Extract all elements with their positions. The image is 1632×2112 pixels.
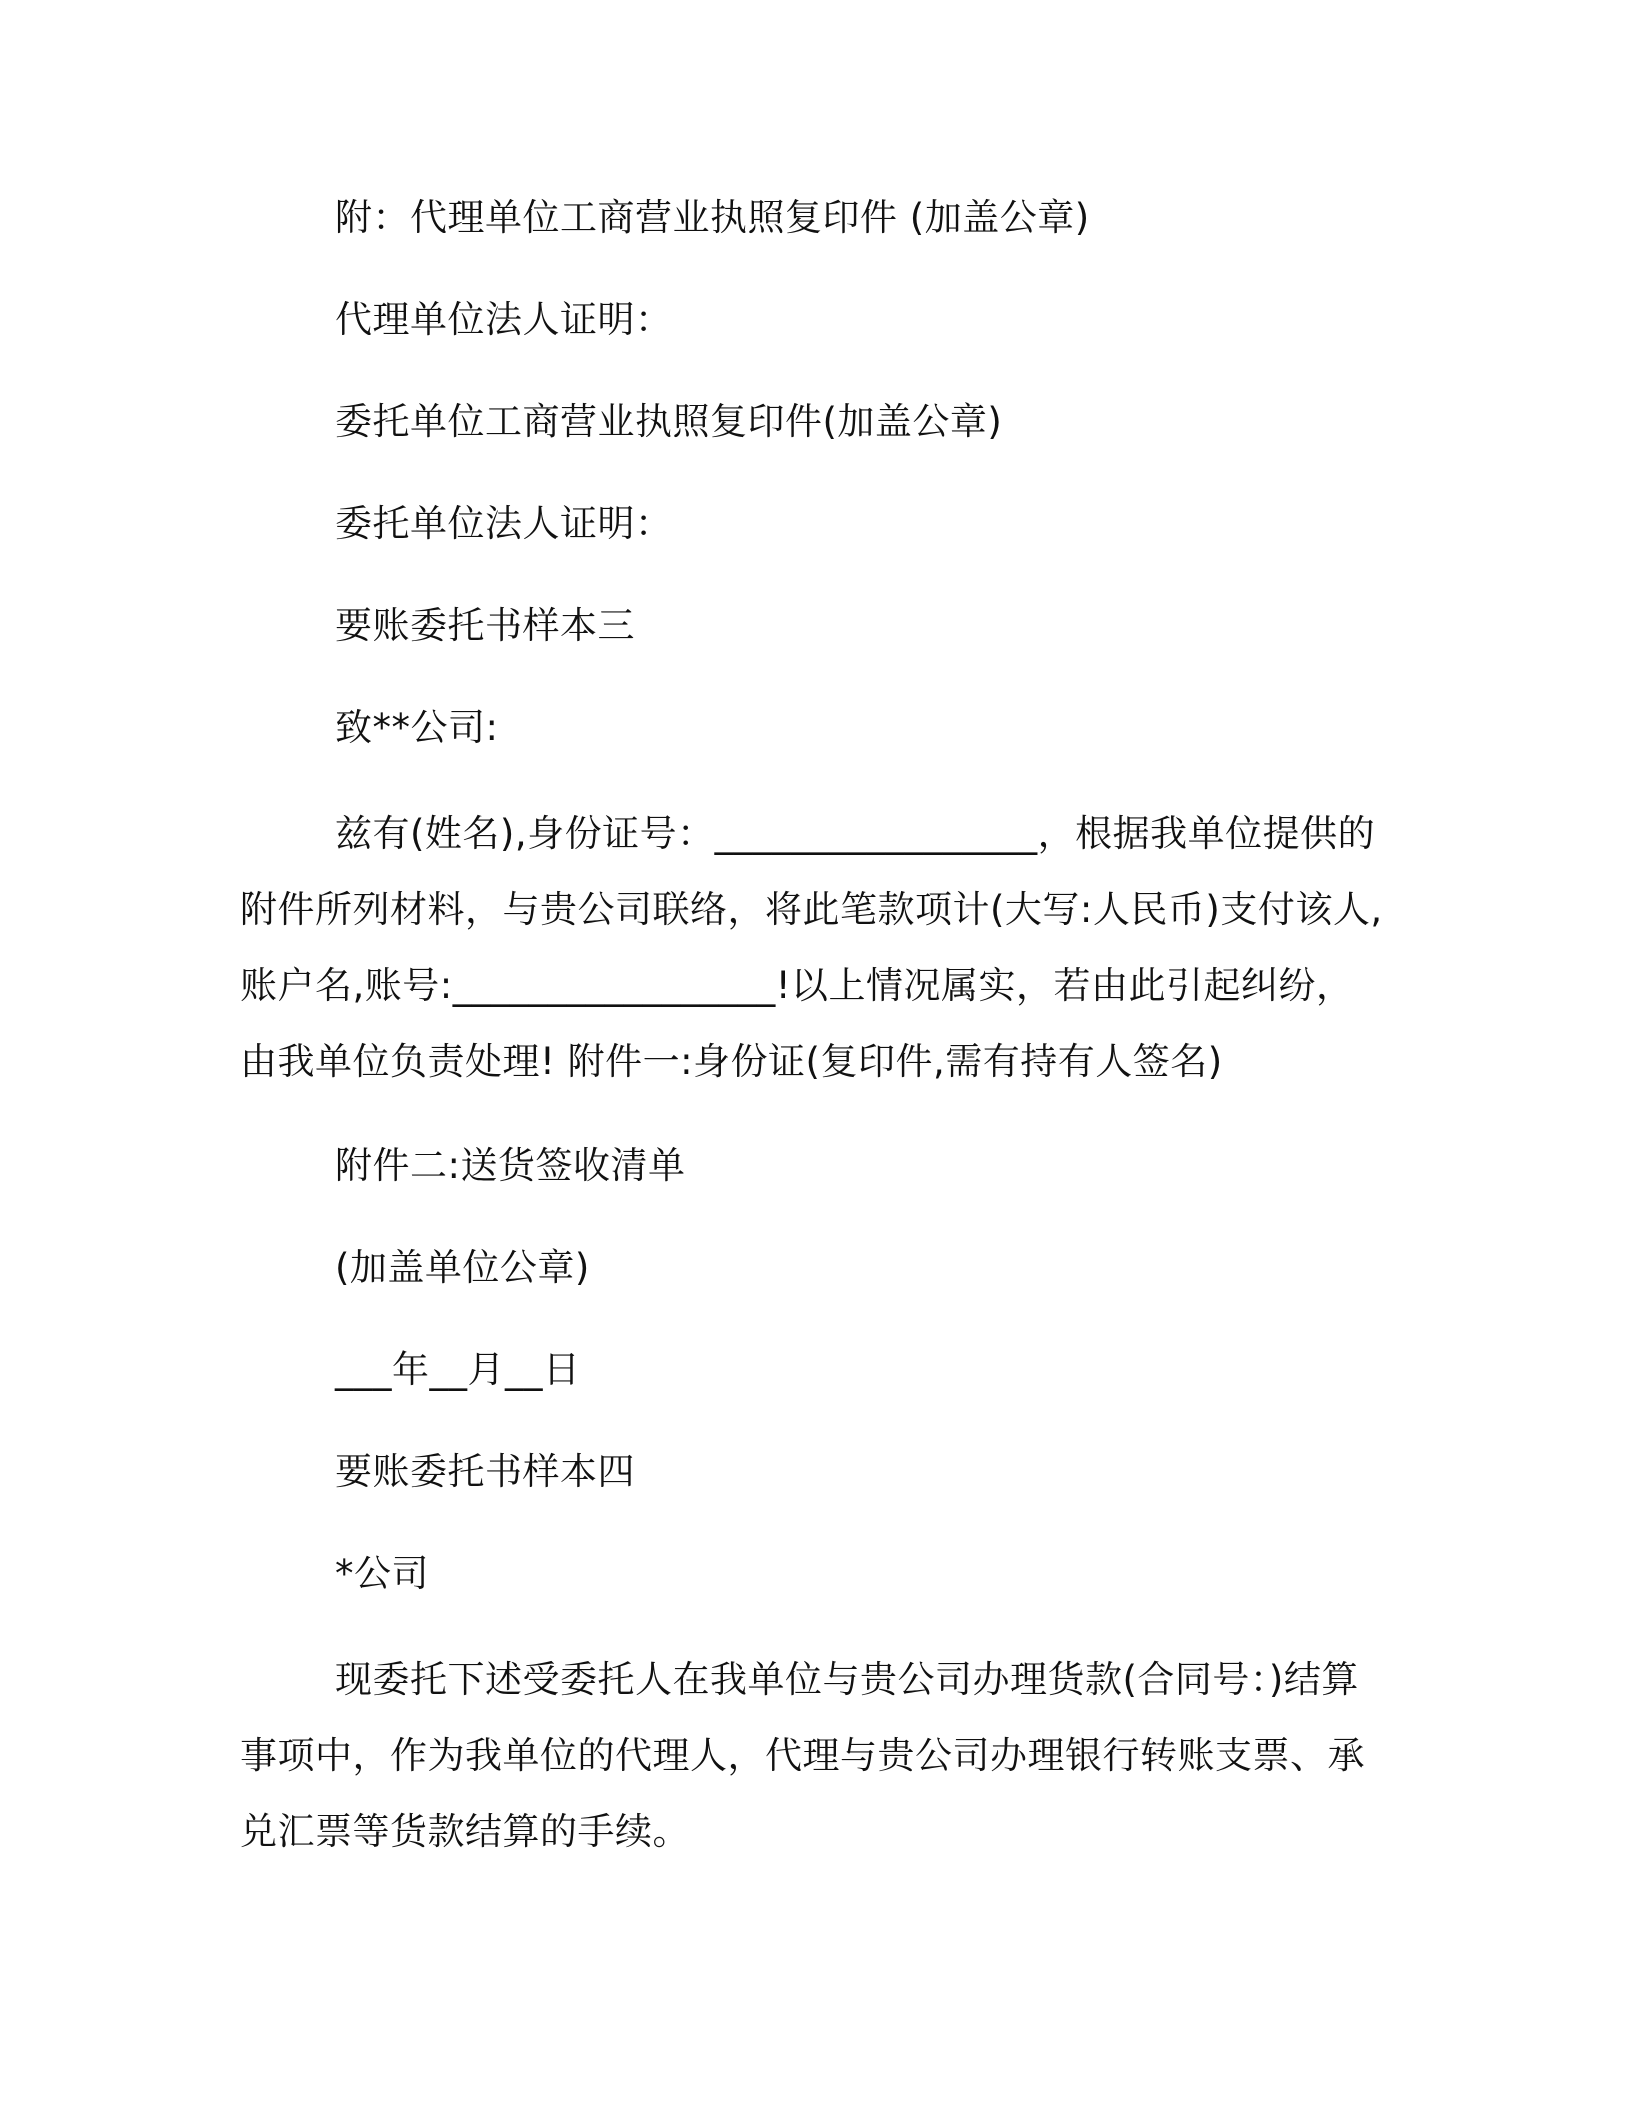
addressee-line: 致**公司: xyxy=(335,706,499,749)
attachment-line-agent-legal-person: 代理单位法人证明： xyxy=(335,298,673,341)
paragraph-row: 兹有(姓名),身份证号：_________________，根据我单位提供的 xyxy=(335,812,1376,855)
sample-four-heading: 要账委托书样本四 xyxy=(335,1450,635,1493)
paragraph-row: 兑汇票等货款结算的手续。 xyxy=(240,1810,690,1853)
attachment-line-client-legal-person: 委托单位法人证明： xyxy=(335,502,673,545)
attachment-two-line: 附件二:送货签收清单 xyxy=(335,1144,686,1187)
settlement-paragraph xyxy=(240,1642,1380,1870)
attachment-line-agent-license: 附：代理单位工商营业执照复印件 (加盖公章) xyxy=(335,196,1090,239)
sample-three-heading: 要账委托书样本三 xyxy=(335,604,635,647)
attachment-line-client-license: 委托单位工商营业执照复印件(加盖公章) xyxy=(335,400,1003,443)
seal-line: (加盖单位公章) xyxy=(335,1246,590,1289)
date-line: ___年__月__日 xyxy=(335,1348,581,1391)
paragraph-row: 由我单位负责处理! 附件一:身份证(复印件,需有持有人签名) xyxy=(240,1040,1223,1083)
authorization-paragraph xyxy=(240,796,1383,1100)
paragraph-row: 附件所列材料，与贵公司联络，将此笔款项计(大写:人民币)支付该人, xyxy=(240,888,1383,931)
company-line: *公司 xyxy=(335,1552,429,1595)
paragraph-row: 账户名,账号:_________________!以上情况属实，若由此引起纠纷， xyxy=(240,964,1354,1007)
paragraph-row: 事项中，作为我单位的代理人，代理与贵公司办理银行转账支票、承 xyxy=(240,1734,1365,1777)
paragraph-row: 现委托下述受委托人在我单位与贵公司办理货款(合同号：)结算 xyxy=(335,1658,1359,1701)
